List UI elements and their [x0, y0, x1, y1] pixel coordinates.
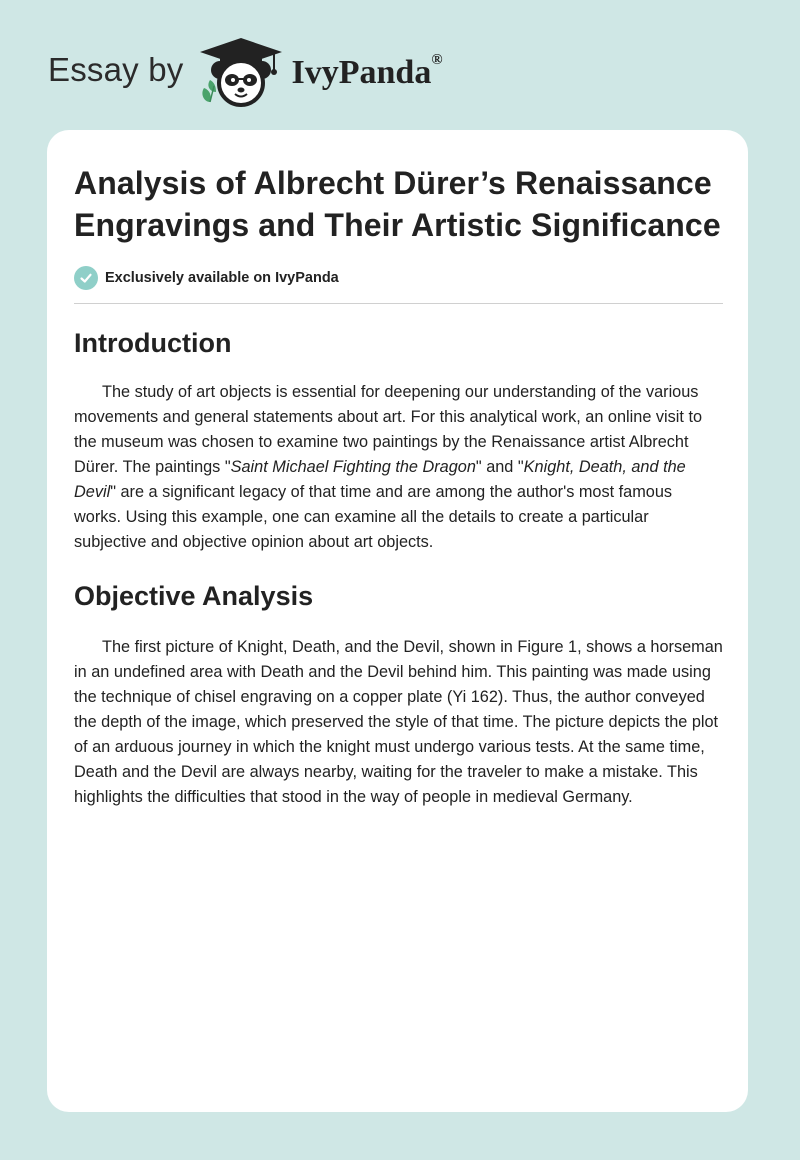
panda-graduate-icon	[198, 36, 284, 108]
brand-name: IvyPanda®	[291, 52, 443, 91]
essay-by-label: Essay by	[48, 51, 184, 88]
registered-mark: ®	[431, 52, 443, 68]
objective-analysis-paragraph: The first picture of Knight, Death, and the Devil, shown in Figure 1, shows a horseman in an undefined area with Death and the Devil behind him. This painting was made using the technique of chisel engraving on a copper plate (Yi 162). Thus, the author conveyed the depth of the image, which preserved the style of that time. The picture depicts the plot of an arduous journey in which the knight must undergo various tests. At the same time, Death and the Devil are always nearby, waiting for the traveler to make a mistake. This highlights the difficulties that stood in the way of people in medieval Germany.	[74, 638, 723, 806]
ivypanda-logo[interactable]	[198, 36, 443, 108]
painting-title-knight-death-devil: Knight, Death, and the Devil	[74, 458, 686, 501]
site-header	[48, 36, 443, 108]
article-card	[47, 130, 748, 1112]
section-heading-introduction: Introduction	[74, 328, 232, 358]
page-title: Analysis of Albrecht Dürer’s Renaissance Engravings and Their Artistic Significance	[74, 165, 721, 243]
painting-title-saint-michael: Saint Michael Fighting the Dragon	[230, 458, 476, 476]
exclusive-badge	[74, 266, 723, 290]
divider	[74, 303, 723, 304]
exclusive-label: Exclusively available on IvyPanda	[105, 270, 339, 286]
article-content	[74, 162, 723, 810]
section-heading-objective-analysis: Objective Analysis	[74, 581, 314, 611]
introduction-paragraph: The study of art objects is essential for deepening our understanding of the various movements and general statements about art. For this analytical work, an online visit to the museum was chosen to examine two paintings by the Renaissance artist Albrecht Dürer. The paintings "Saint Michael Fighting the Dragon" and "Knight, Death, and the Devil" are a significant legacy of that time and are among the author's most famous works. Using this example, one can examine all the details to create a particular subjective and objective opinion about art objects.	[74, 383, 703, 551]
check-icon	[74, 266, 98, 290]
